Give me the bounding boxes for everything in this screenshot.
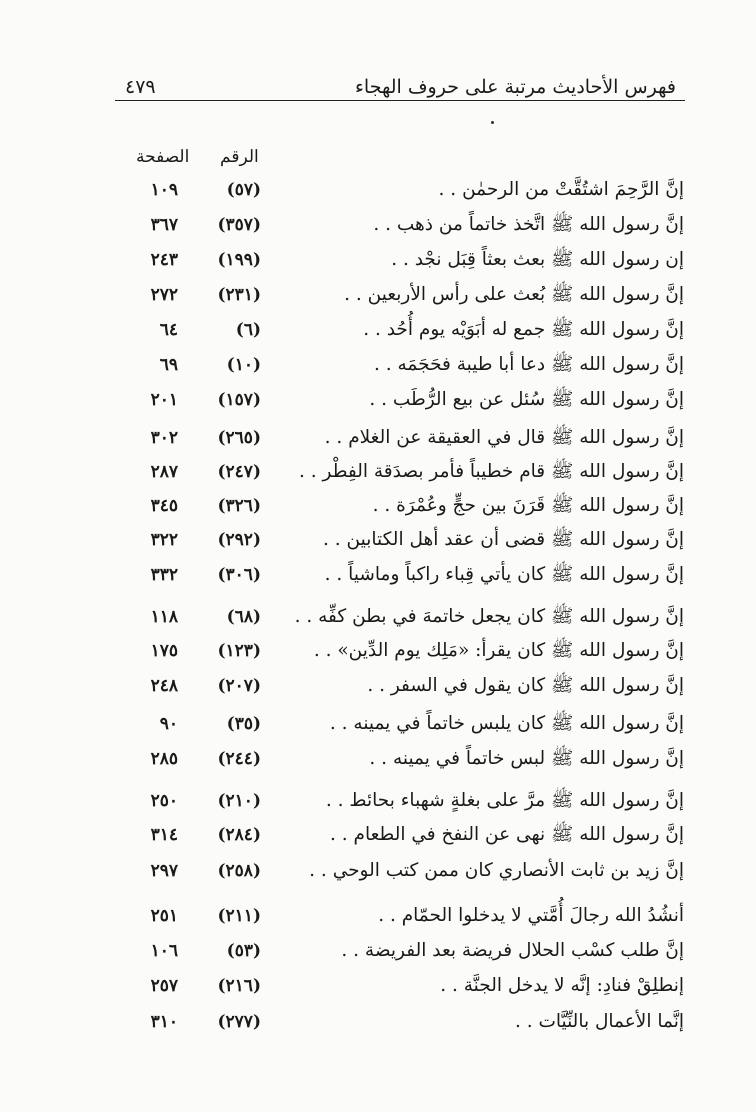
index-entry	[0, 314, 756, 346]
hadith-number: (٢٨٤)	[217, 825, 261, 845]
hadith-text: إنَّ رسول الله ﷺ جمع له أبَوَيْه يوم أُحُد . .	[363, 319, 684, 340]
page-reference: ٦٤	[159, 320, 178, 340]
page-reference: ٢٨٥	[150, 749, 178, 769]
hadith-text: إنَّ رسول الله ﷺ لبس خاتماً في يمينه . .	[369, 748, 684, 769]
index-entry	[0, 559, 756, 591]
hadith-text: إنَّ رسول الله ﷺ كان يأتي قِباء راكباً وماشياً . .	[324, 564, 684, 585]
hadith-number: (٥٣)	[226, 941, 261, 961]
index-entry	[0, 244, 756, 276]
hadith-number: (٣٥٧)	[217, 215, 261, 235]
hadith-text: إنَّ الرَّحِمَ اشتُقَّتْ من الرحمٰن . .	[438, 179, 684, 200]
hadith-text: إنَّ رسول الله ﷺ كان يقول في السفر . .	[367, 675, 684, 696]
hadith-text: إنَّ رسول الله ﷺ قَرَنَ بين حجٍّ وعُمْرَة . .	[372, 495, 684, 516]
hadith-text: إنَّ رسول الله ﷺ بُعث على رأس الأربعين . .	[344, 284, 684, 305]
hadith-number: (٢٠٧)	[217, 676, 261, 696]
index-entry	[0, 209, 756, 241]
hadith-number: (٢٦٥)	[217, 428, 261, 448]
page-reference: ٢٥٧	[150, 976, 178, 996]
hadith-number: (٥٧)	[226, 180, 261, 200]
index-entry	[0, 855, 756, 887]
page-reference: ٢٥٠	[150, 791, 178, 811]
index-entry	[0, 900, 756, 932]
hadith-text: إنَّ رسول الله ﷺ مرَّ على بغلةٍ شهباء بحائط . .	[325, 790, 684, 811]
hadith-text: إنَّ رسول الله ﷺ قام خطيباً فأمر بصدَقة الفِطْر . .	[298, 461, 684, 482]
hadith-text: إنَّ رسول الله ﷺ اتَّخذ خاتماً من ذهب . .	[373, 214, 684, 235]
hadith-text: إنَّ رسول الله ﷺ قضى أن عقد أهل الكتابين . .	[323, 529, 684, 550]
page-reference: ٣١٠	[150, 1012, 178, 1032]
hadith-text: إنَّ رسول الله ﷺ سُئل عن بيع الرُّطَب . .	[369, 389, 684, 410]
hadith-number: (٢١٠)	[217, 791, 261, 811]
index-entry	[0, 935, 756, 967]
index-entry	[0, 279, 756, 311]
hadith-number: (٢٩٢)	[217, 530, 261, 550]
hadith-number: (٦٨)	[226, 607, 261, 627]
hadith-number: (٢٣١)	[217, 285, 261, 305]
index-entry	[0, 670, 756, 702]
hadith-number: (١٠)	[226, 355, 261, 375]
hadith-number: (١٥٧)	[217, 390, 261, 410]
hadith-number: (٢١١)	[217, 906, 261, 926]
hadith-text: إن رسول الله ﷺ بعث بعثاً قِبَل نجْد . .	[391, 249, 684, 270]
hadith-text: إنَّ زيد بن ثابت الأنصاري كان ممن كتب الوحي . .	[309, 860, 684, 881]
index-entry	[0, 456, 756, 488]
index-entry	[0, 1006, 756, 1038]
hadith-text: إنَّ رسول الله ﷺ نهى عن النفخ في الطعام . .	[329, 824, 684, 845]
index-entry	[0, 422, 756, 454]
page-reference: ٢٤٣	[150, 250, 178, 270]
index-entry	[0, 174, 756, 206]
hadith-text: إنَّ طلب كسْب الحلال فريضة بعد الفريضة . .	[341, 940, 684, 961]
index-entry	[0, 785, 756, 817]
hadith-text: إنَّ رسول الله ﷺ كان يجعل خاتمهَ في بطن كفِّه . .	[294, 606, 684, 627]
number-column-header: الرقم	[220, 147, 259, 167]
page-reference: ٦٩	[159, 355, 178, 375]
page-reference: ٩٠	[159, 714, 178, 734]
hadith-number: (٣٠٦)	[217, 565, 261, 585]
hadith-number: (٢٤٤)	[217, 749, 261, 769]
index-entry	[0, 708, 756, 740]
hadith-text: إنَّما الأعمال بالنِّيَّات . .	[514, 1011, 684, 1032]
hadith-text: إنَّ رسول الله ﷺ كان يلبس خاتماً في يمينه . .	[329, 713, 684, 734]
page-reference: ١٧٥	[150, 641, 178, 661]
page-reference: ٢٥١	[150, 906, 178, 926]
index-entry	[0, 601, 756, 633]
page-reference: ٣٦٧	[150, 215, 178, 235]
hadith-number: (٣٥)	[226, 714, 261, 734]
index-entry	[0, 490, 756, 522]
hadith-text: إنَّ رسول الله ﷺ قال في العقيقة عن الغلام . .	[324, 427, 684, 448]
page-reference: ٣٣٢	[150, 565, 178, 585]
index-entry	[0, 384, 756, 416]
page-reference: ٣٢٢	[150, 530, 178, 550]
index-entry	[0, 635, 756, 667]
page-number: ٤٧٩	[125, 76, 156, 98]
index-entry	[0, 524, 756, 556]
hadith-number: (٢٧٧)	[217, 1012, 261, 1032]
hadith-number: (٦)	[235, 320, 261, 340]
hadith-number: (٢٥٨)	[217, 861, 261, 881]
page-reference: ٢٨٧	[150, 462, 178, 482]
index-entry	[0, 819, 756, 851]
page-reference: ١١٨	[150, 607, 178, 627]
page-reference: ١٠٩	[150, 180, 178, 200]
page-column-header: الصفحة	[136, 147, 190, 167]
page-reference: ١٠٦	[150, 941, 178, 961]
page-reference: ٣٠٢	[150, 428, 178, 448]
hadith-number: (٢٤٧)	[217, 462, 261, 482]
page-reference: ٢٤٨	[150, 676, 178, 696]
page-reference: ٢٩٧	[150, 861, 178, 881]
index-entry	[0, 743, 756, 775]
hadith-text: أنشُدُ الله رجالَ أُمَّتي لا يدخلوا الحمّام . .	[378, 905, 684, 926]
page-reference: ٢٠١	[150, 390, 178, 410]
page-reference: ٣١٤	[150, 825, 178, 845]
hadith-number: (١٩٩)	[217, 250, 261, 270]
hadith-number: (٢١٦)	[217, 976, 261, 996]
page-reference: ٢٧٢	[150, 285, 178, 305]
hadith-text: إنطلِقْ فنادِ: إنَّه لا يدخل الجنَّة . .	[440, 975, 684, 996]
hadith-text: إنَّ رسول الله ﷺ كان يقرأ: «مَلِك يوم الدِّين» . .	[313, 640, 684, 661]
hadith-number: (١٢٣)	[217, 641, 261, 661]
page-reference: ٣٤٥	[150, 496, 178, 516]
running-title: فهرس الأحاديث مرتبة على حروف الهجاء	[354, 76, 676, 98]
hadith-number: (٣٢٦)	[217, 496, 261, 516]
index-entry	[0, 970, 756, 1002]
hadith-text: إنَّ رسول الله ﷺ دعا أبا طيبة فحَجَمَه . .	[373, 354, 684, 375]
index-entry	[0, 349, 756, 381]
